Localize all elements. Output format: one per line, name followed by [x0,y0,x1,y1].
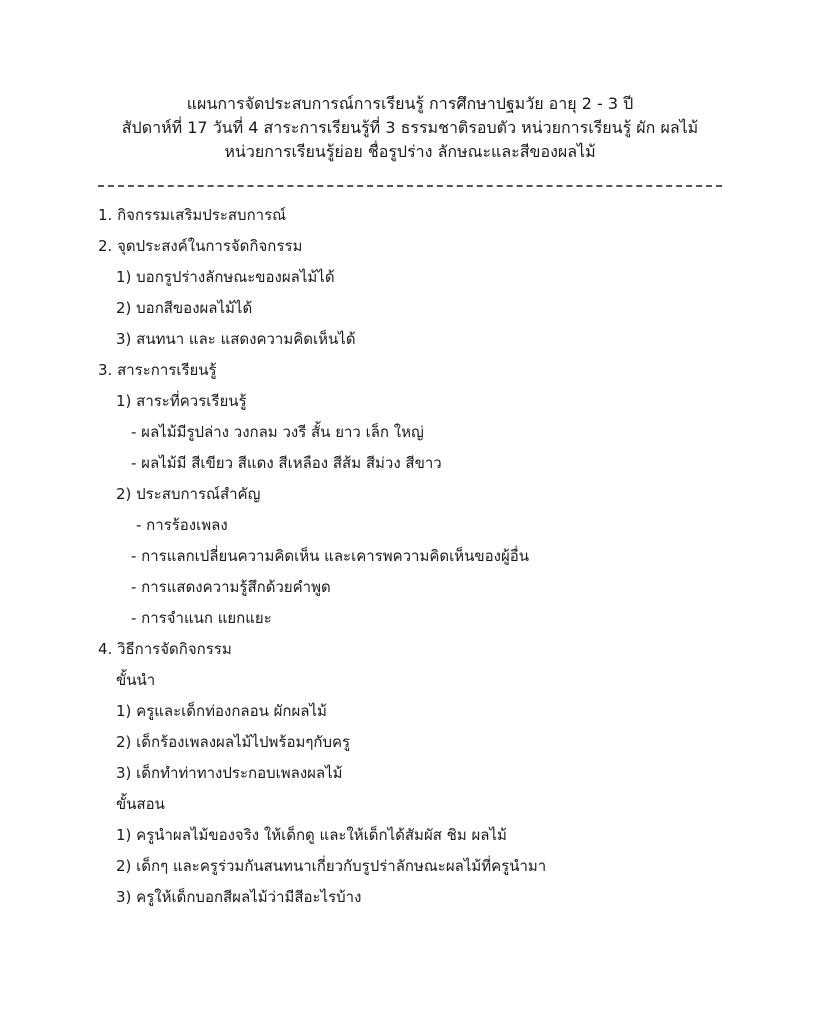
subsection-heading: 1) สาระที่ควรเรียนรู้ [116,392,247,410]
document-title: แผนการจัดประสบการณ์การเรียนรู้ การศึกษาปฐมวัย อายุ 2 - 3 ปี [186,94,634,113]
activity-step: 1) ครูนำผลไม้ของจริง ให้เด็กดู และให้เด็กได้สัมผัส ชิม ผลไม้ [116,826,507,844]
activity-step: 2) เด็กๆ และครูร่วมกันสนทนาเกี่ยวกับรูปร่าลักษณะผลไม้ที่ครูนำมา [116,857,547,875]
experience-item: - การจำแนก แยกแยะ [131,609,272,627]
objective-item: 2) บอกสีของผลไม้ได้ [116,299,253,317]
section-heading: 3. สาระการเรียนรู้ [98,361,217,379]
stage-heading: ขั้นนำ [116,671,156,689]
sub-unit-line: หน่วยการเรียนรู้ย่อย ชื่อรูปร่าง ลักษณะและสีของผลไม้ [224,142,596,161]
activity-step: 2) เด็กร้องเพลงผลไม้ไปพร้อมๆกับครู [116,733,351,751]
activity-step: 3) ครูให้เด็กบอกสีผลไม้ว่ามีสีอะไรบ้าง [116,888,362,906]
section-heading: 1. กิจกรรมเสริมประสบการณ์ [98,206,287,224]
section-heading: 2. จุดประสงค์ในการจัดกิจกรรม [98,237,303,255]
objective-item: 3) สนทนา และ แสดงความคิดเห็นได้ [116,330,356,348]
activity-step: 3) เด็กทำท่าทางประกอบเพลงผลไม้ [116,764,343,782]
objective-item: 1) บอกรูปร่างลักษณะของผลไม้ได้ [116,268,335,286]
content-item: - ผลไม้มีรูปล่าง วงกลม วงรี สั้น ยาว เล็ก ใหญ่ [131,423,424,441]
dashed-divider [98,185,722,187]
stage-heading: ขั้นสอน [116,795,165,813]
week-day-unit-line: สัปดาห์ที่ 17 วันที่ 4 สาระการเรียนรู้ที่ 3 ธรรมชาติรอบตัว หน่วยการเรียนรู้ ผัก ผลไม้ [121,118,699,137]
experience-item: - การแสดงความรู้สึกด้วยคำพูด [131,578,331,596]
experience-item: - การร้องเพลง [136,516,228,534]
section-heading: 4. วิธีการจัดกิจกรรม [98,640,232,658]
document-header [0,92,820,164]
subsection-heading: 2) ประสบการณ์สำคัญ [116,485,261,503]
content-item: - ผลไม้มี สีเขียว สีแดง สีเหลือง สีส้ม สีม่วง สีขาว [131,454,442,472]
activity-step: 1) ครูและเด็กท่องกลอน ผักผลไม้ [116,702,327,720]
lesson-plan-body [98,200,758,913]
experience-item: - การแลกเปลี่ยนความคิดเห็น และเคารพความคิดเห็นของผู้อื่น [131,547,530,565]
